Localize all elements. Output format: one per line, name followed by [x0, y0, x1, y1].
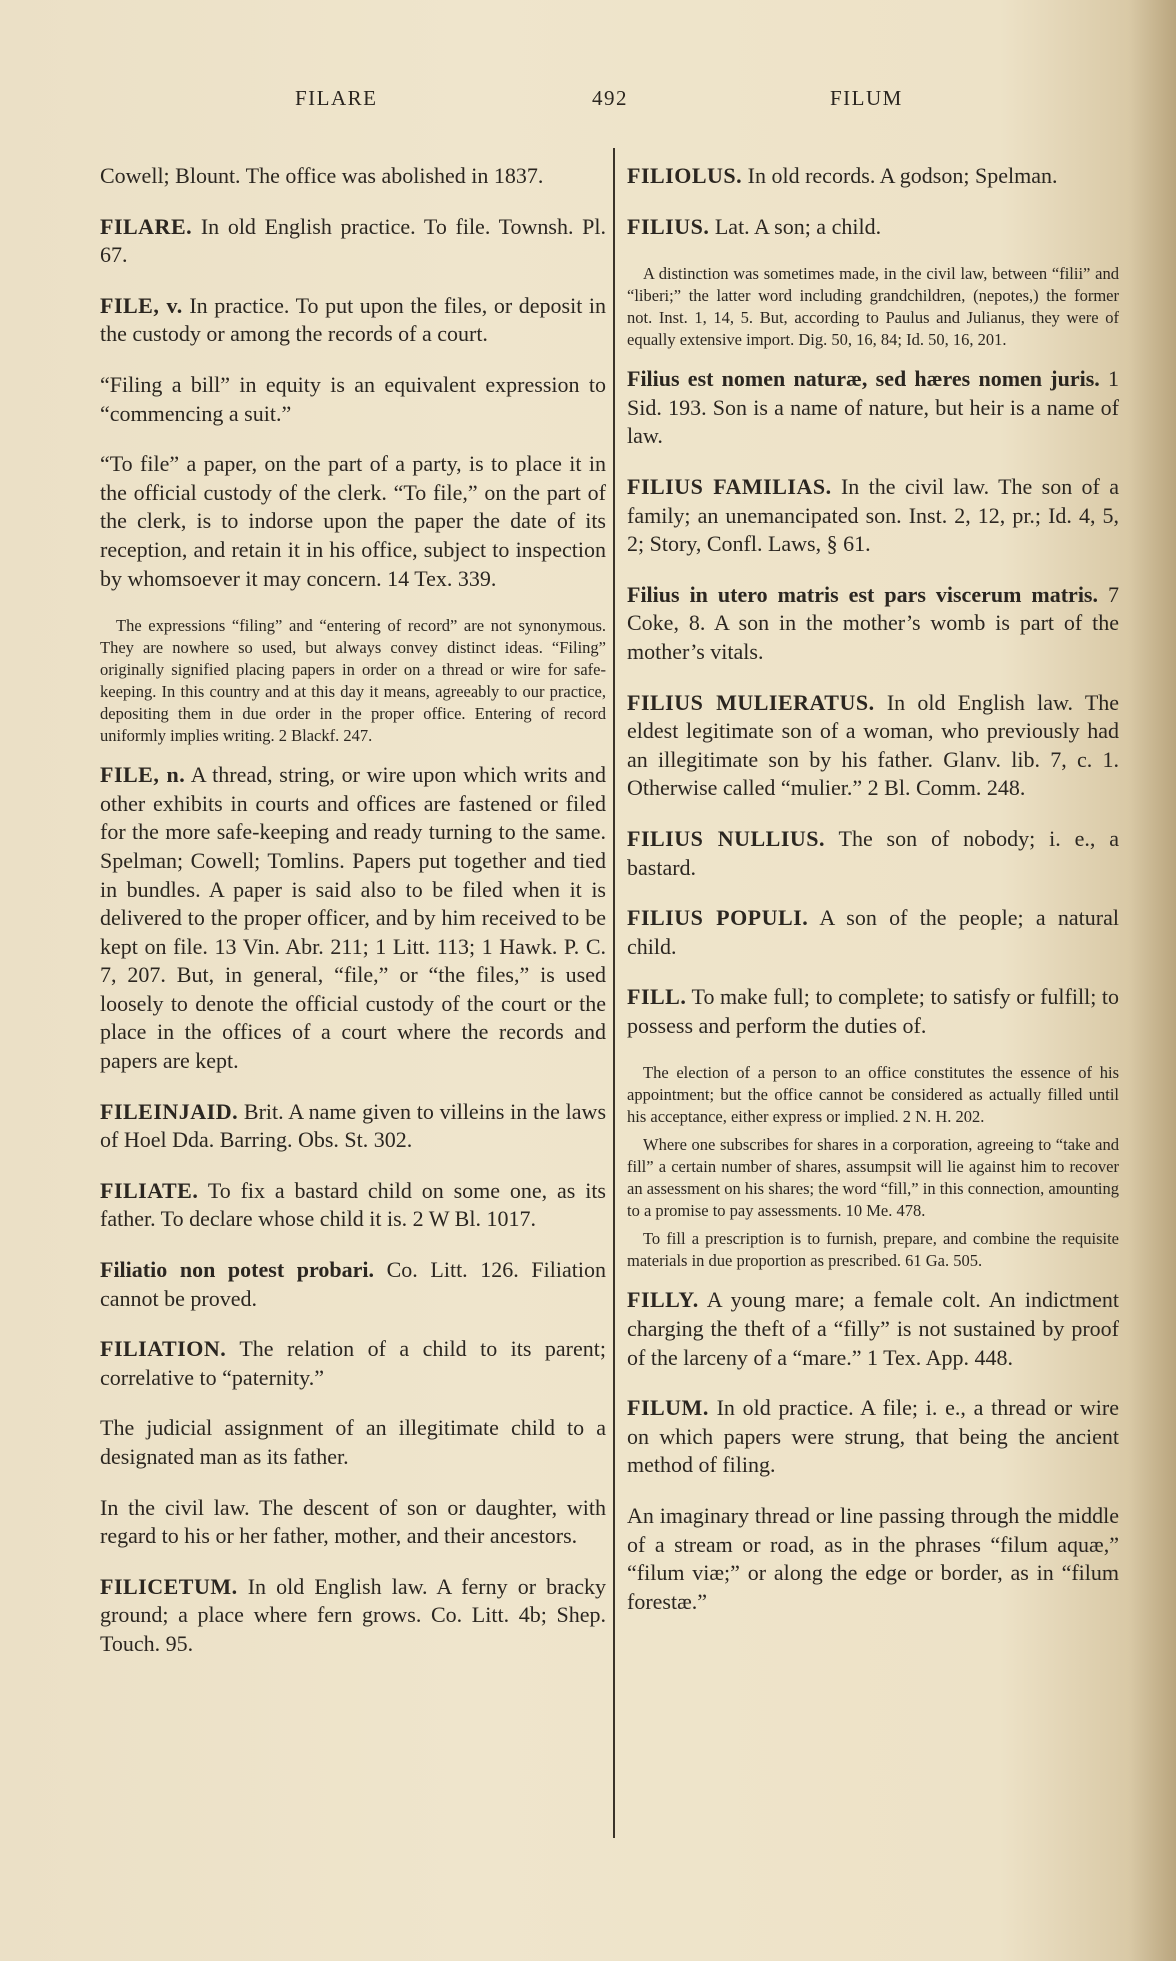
note-paragraph [627, 1062, 1119, 1128]
maxim-headword: Filius in utero matris est pars viscerum matris. [627, 581, 1098, 607]
entry-text: In old practice. A file; i. e., a thread or wire on which papers were strung, that being the ancient method of filing. [627, 1395, 1119, 1478]
entry-text: The election of a person to an office constitutes the essence of his appointment; but the office cannot be considered as actually filled until his acceptance, either express or implied. 2 N. H. 202. [627, 1063, 1119, 1127]
entry-text: Brit. A name given to villeins in the laws of Hoel Dda. Barring. Obs. St. 302. [100, 1098, 607, 1153]
entry-text: In old English law. The eldest legitimate son of a woman, who previously had an illegitimate son by his father. Glanv. lib. 7, c. 1. Otherwise called “mulier.” 2 Bl. Comm. 248. [627, 689, 1120, 801]
entry-text: The son of nobody; i. e., a bastard. [627, 825, 1119, 880]
page-number: 492 [592, 86, 628, 110]
headword: FILL. [627, 984, 687, 1010]
left-column [100, 140, 606, 1681]
continuation-paragraph [627, 1502, 1119, 1616]
headword: FILIUS POPULI. [627, 905, 809, 931]
entry-paragraph [627, 581, 1119, 667]
entry-paragraph [627, 1394, 1119, 1480]
entry-text: To fix a bastard child on some one, as its father. To declare whose child it is. 2 W Bl. 1017. [100, 1177, 606, 1232]
entry-text: In old English law. A ferny or bracky ground; a place where fern grows. Co. Litt. 4b; Shep. Touch. 95. [100, 1573, 607, 1656]
headword: FILARE. [100, 213, 193, 239]
entry-paragraph [627, 825, 1119, 882]
headword: FILICETUM. [100, 1573, 238, 1599]
headword: FILIUS FAMILIAS. [627, 473, 832, 499]
entry-paragraph [100, 1098, 606, 1155]
entry-paragraph [100, 213, 606, 270]
entry-paragraph [627, 365, 1119, 451]
entry-text: Where one subscribes for shares in a corporation, agreeing to “take and fill” a certain number of shares, assumpsit will lie against him to recover an assessment on his shares; the word “fill,” in this connection, amounting to a promise to pay assessments. 10 Me. 478. [627, 1135, 1119, 1221]
entry-paragraph [627, 162, 1119, 191]
entry-text: Cowell; Blount. The office was abolished in 1837. [100, 163, 544, 188]
right-column [627, 140, 1119, 1638]
running-header [0, 86, 1176, 116]
continuation-paragraph [100, 1494, 606, 1551]
header-left-term: FILARE [295, 86, 378, 110]
entry-text: The expressions “filing” and “entering of record” are not synonymous. They are nowhere so used, but always convey distinct ideas. “Filing” originally signified placing papers in order on a thread or wire for safe-keeping. In this country and at this day it means, agreeably to our practice, depositing them in due order in the proper office. Entering of record uniformly implies writing. 2 Blackf. 247. [100, 616, 606, 746]
entry-paragraph [627, 1286, 1119, 1372]
maxim-headword: Filius est nomen naturæ, sed hæres nomen juris. [627, 366, 1100, 392]
entry-text: In the civil law. The descent of son or daughter, with regard to his or her father, mother, and their ancestors. [100, 1494, 606, 1549]
entry-paragraph [100, 292, 606, 349]
note-paragraph [627, 263, 1119, 351]
headword: FILE, v. [100, 292, 183, 318]
entry-text: 1 Sid. 193. Son is a name of nature, but heir is a name of law. [627, 366, 1119, 449]
entry-paragraph [627, 983, 1119, 1040]
column-divider [613, 148, 615, 1838]
entry-text: A young mare; a female colt. An indictment charging the theft of a “filly” is not sustained by proof of the larceny of a “mare.” 1 Tex. App. 448. [627, 1287, 1119, 1370]
entry-text: Lat. A son; a child. [714, 213, 882, 239]
entry-paragraph [627, 904, 1119, 961]
continuation-paragraph [100, 371, 606, 428]
headword: FILLY. [627, 1287, 699, 1313]
entry-text: A thread, string, or wire upon which writs and other exhibits in courts and offices are fastened or filed for the more safe-keeping and ready turning to the same. Spelman; Cowell; Tomlins. Papers put together and tied in bundles. A paper is said also to be filed when it is delivered to the proper officer, and by him received to be kept on file. 13 Vin. Abr. 211; 1 Litt. 113; 1 Hawk. P. C. 7, 207. But, in general, “file,” or “the files,” is used loosely to denote the official custody of the court or the place in the offices of a court where the records and papers are kept. [100, 762, 606, 1074]
entry-text: The judicial assignment of an illegitimate child to a designated man as its father. [100, 1415, 606, 1469]
entry-text: “To file” a paper, on the part of a party, is to place it in the official custody of the clerk. “To file,” on the part of the clerk, is to indorse upon the paper the date of its reception, and retain it in his office, subject to inspection by whomsoever it may concern. 14 Tex. 339. [100, 451, 606, 591]
note-paragraph [627, 1134, 1119, 1222]
entry-text: A distinction was sometimes made, in the civil law, between “filii” and “liberi;” the latter word including grandchildren, (nepotes,) the former not. Inst. 1, 14, 5. But, according to Paulus and Julianus, they were of equally extensive import. Dig. 50, 16, 84; Id. 50, 16, 201. [627, 264, 1119, 350]
entry-paragraph [100, 1177, 606, 1234]
entry-text: To fill a prescription is to furnish, prepare, and combine the requisite materials in due proportion as prescribed. 61 Ga. 505. [627, 1229, 1119, 1271]
continuation-paragraph [100, 162, 606, 191]
entry-text: “Filing a bill” in equity is an equivalent expression to “commencing a suit.” [100, 371, 606, 426]
headword: FILIATION. [100, 1336, 227, 1362]
entry-text: A son of the people; a natural child. [627, 905, 1119, 959]
entry-text: Co. Litt. 126. Filiation cannot be proved. [100, 1257, 606, 1311]
maxim-headword: Filiatio non potest probari. [100, 1257, 374, 1283]
entry-paragraph [627, 213, 1119, 242]
entry-paragraph [100, 1573, 606, 1659]
entry-text: 7 Coke, 8. A son in the mother’s womb is part of the mother’s vitals. [627, 581, 1119, 664]
entry-text: In the civil law. The son of a family; an unemancipated son. Inst. 2, 12, pr.; Id. 4, 5, 2; Story, Confl. Laws, § 61. [627, 473, 1119, 557]
entry-text: To make full; to complete; to satisfy or fulfill; to possess and perform the duties of. [627, 984, 1120, 1038]
entry-paragraph [627, 473, 1119, 559]
entry-text: The relation of a child to its parent; correlative to “paternity.” [100, 1336, 606, 1390]
continuation-paragraph [100, 1414, 606, 1471]
headword: FILIUS MULIERATUS. [627, 689, 875, 715]
headword: FILIUS. [627, 213, 710, 239]
entry-paragraph [627, 689, 1119, 803]
headword: FILEINJAID. [100, 1098, 239, 1124]
entry-text: In old records. A godson; Spelman. [747, 163, 1058, 188]
headword: FILUM. [627, 1395, 709, 1421]
headword: FILIATE. [100, 1177, 199, 1203]
header-right-term: FILUM [830, 86, 903, 110]
entry-text: An imaginary thread or line passing through the middle of a stream or road, as in the phrases “filum aquæ,” “filum viæ;” or along the edge or border, as in “filum forestæ.” [627, 1503, 1119, 1614]
headword: FILIUS NULLIUS. [627, 825, 826, 851]
headword: FILE, n. [100, 762, 186, 788]
entry-paragraph [100, 761, 606, 1076]
headword: FILIOLUS. [627, 163, 743, 188]
entry-text: In practice. To put upon the files, or deposit in the custody or among the records of a court. [100, 292, 607, 347]
note-paragraph [627, 1228, 1119, 1272]
entry-paragraph [100, 1335, 606, 1392]
continuation-paragraph [100, 450, 606, 593]
entry-text: In old English practice. To file. Townsh. Pl. 67. [100, 213, 606, 268]
note-paragraph [100, 615, 606, 747]
entry-paragraph [100, 1256, 606, 1313]
